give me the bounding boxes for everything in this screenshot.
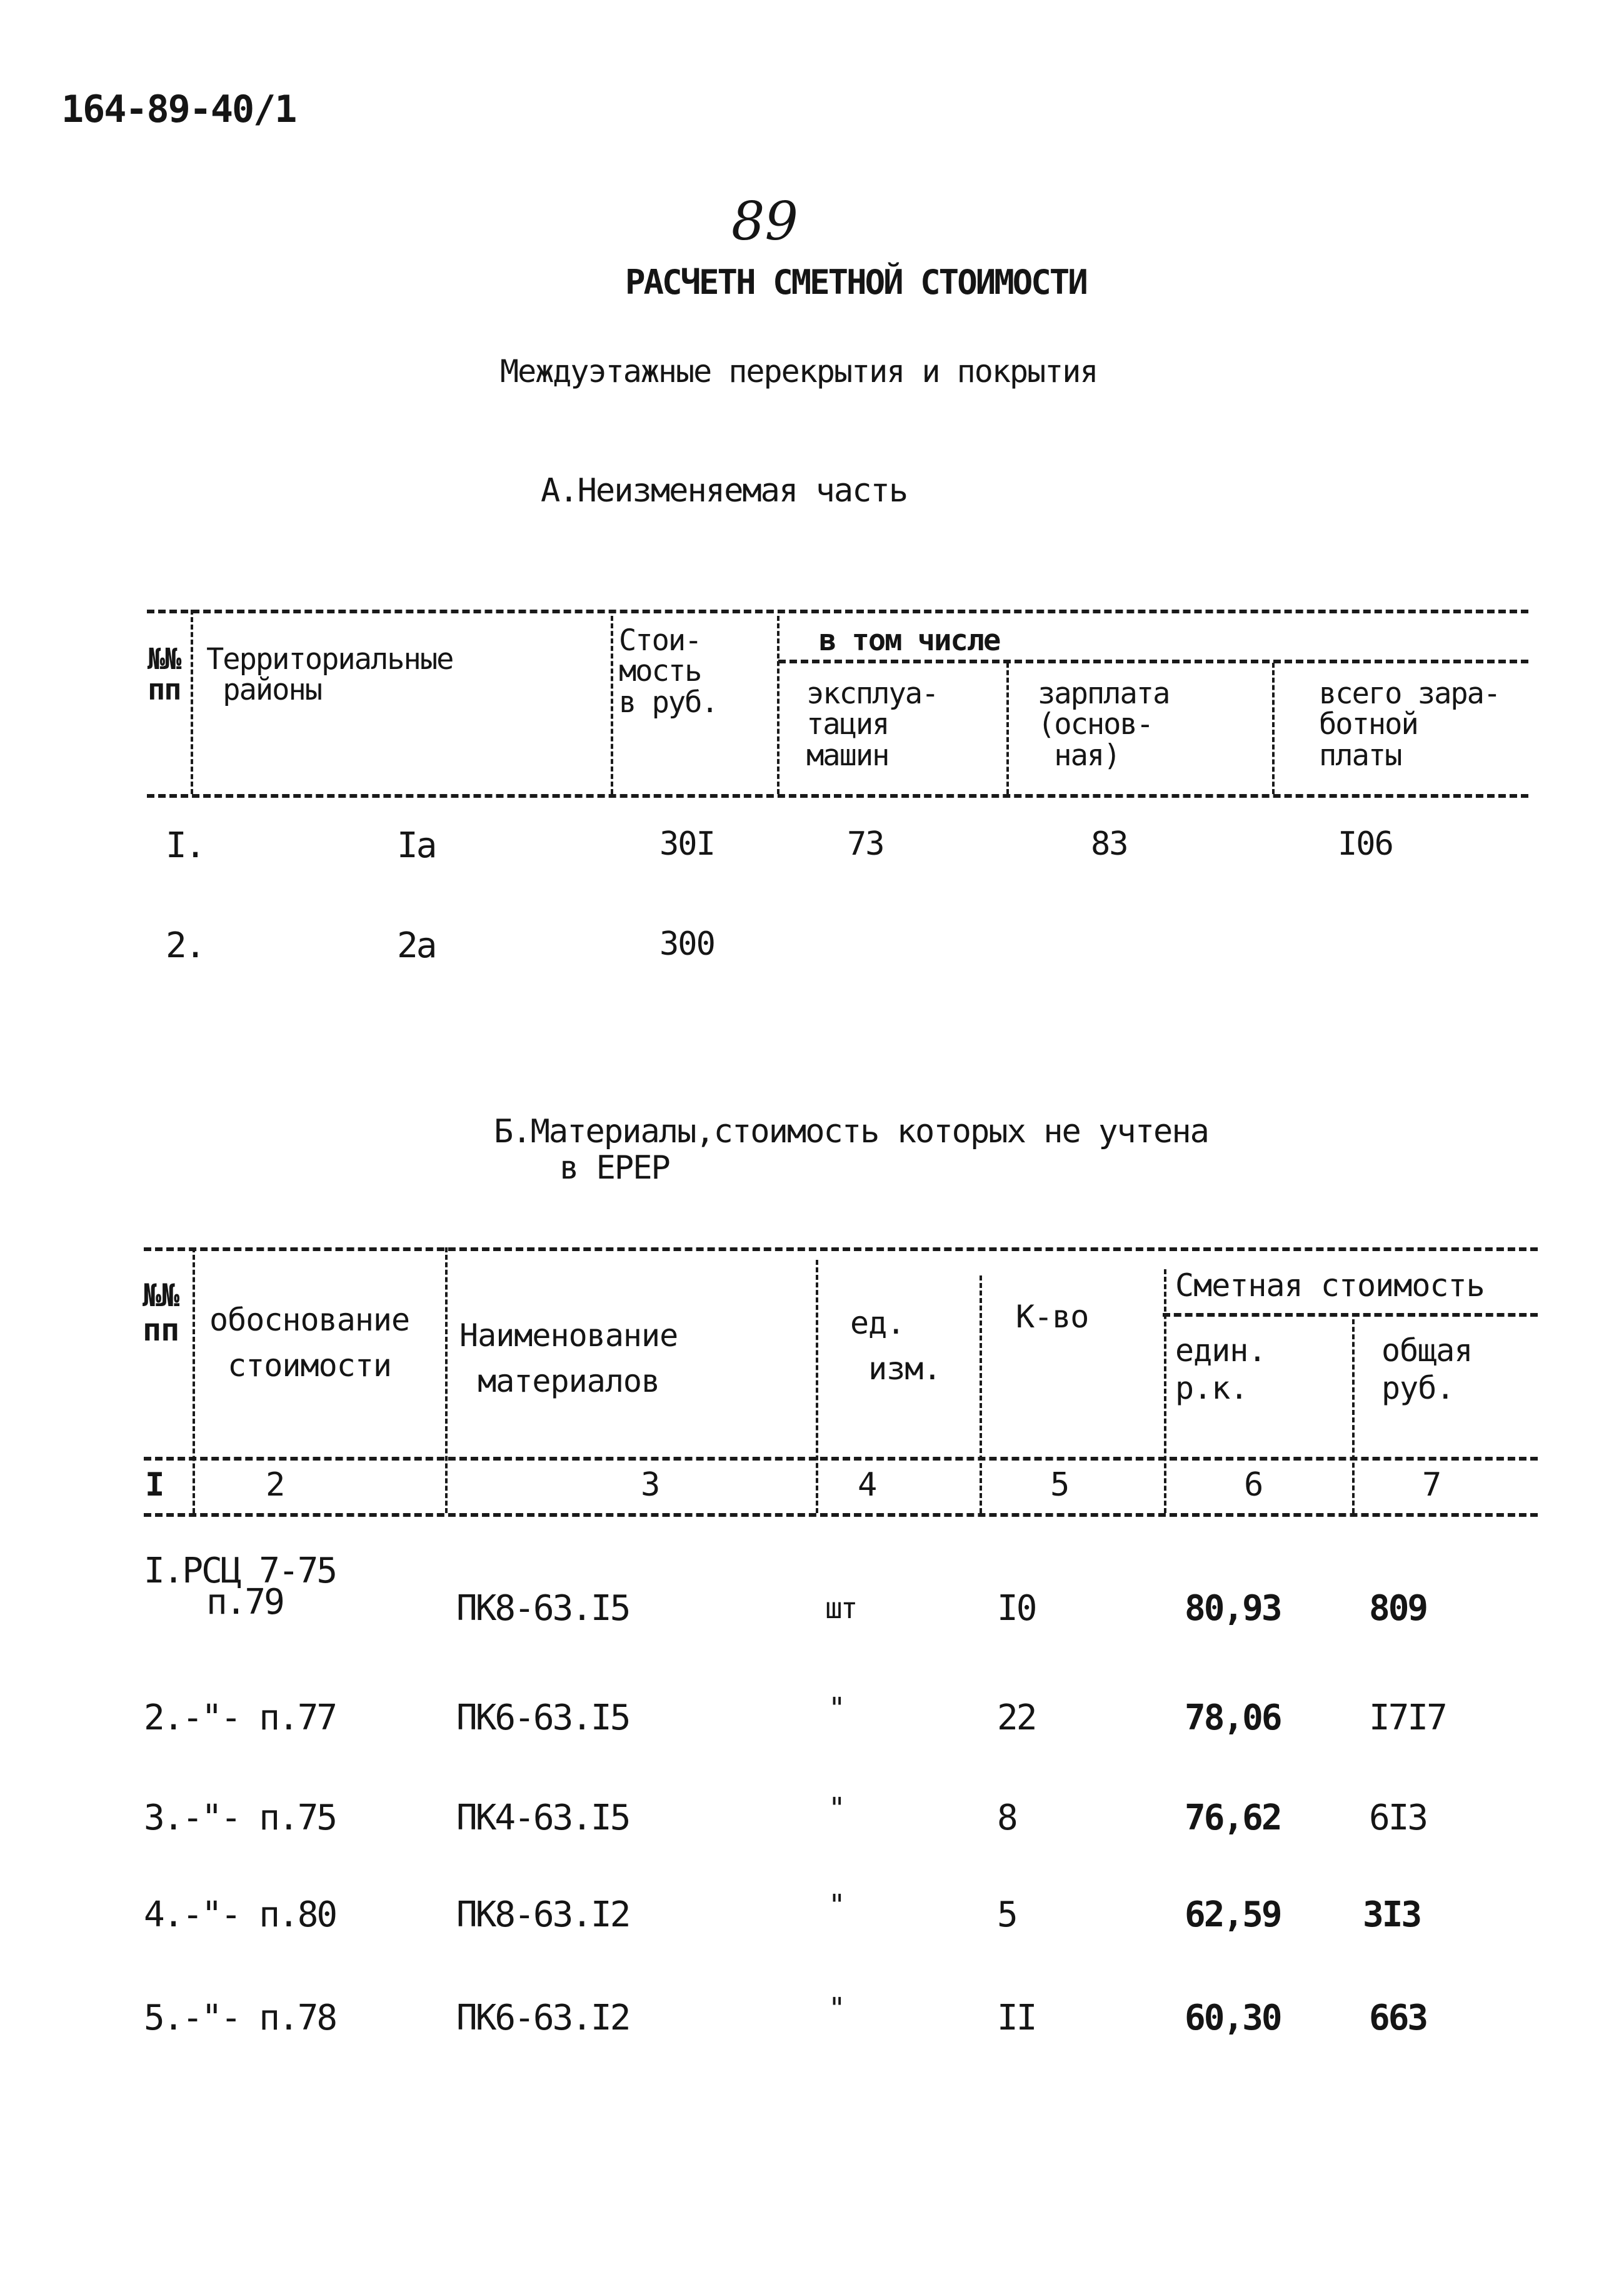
table-a-col-sep-4 [1006, 663, 1009, 794]
section-b-heading: Б.Материалы,стоимость которых не учтена [494, 1113, 1208, 1150]
table-b-col-sep-2 [445, 1247, 448, 1513]
table-a-header-rule [147, 794, 1528, 798]
section-b-heading-line2: в ЕРЕР [559, 1149, 669, 1187]
table-a-col-sep-1 [191, 610, 193, 794]
basis-cell: 3.-"- п.75 [144, 1798, 336, 1838]
material-name-cell: ПК4-63.I5 [456, 1798, 629, 1838]
total-cell: I7I7 [1369, 1698, 1446, 1738]
unit-cell: " [828, 1888, 844, 1922]
table-a-header-num: №№ пп [148, 642, 181, 708]
material-name-cell: ПК6-63.I2 [456, 1998, 629, 2038]
table-b-colnum: 3 [641, 1466, 659, 1504]
unit-price-cell: 80,93 [1185, 1588, 1281, 1629]
qty-cell: I0 [997, 1588, 1036, 1629]
total-cell: 663 [1369, 1998, 1427, 2038]
cost-cell: 30I [659, 825, 714, 863]
table-b-header-name: Наименование материалов [459, 1317, 678, 1399]
unit-price-cell: 60,30 [1185, 1998, 1281, 2038]
table-b-header-unit-price: един. р.к. [1175, 1332, 1266, 1406]
table-b-top-rule [144, 1247, 1538, 1251]
basis-cell-line2: п.79 [206, 1582, 283, 1622]
table-a-col-sep-3 [777, 616, 779, 794]
total-cell: 6I3 [1369, 1798, 1427, 1838]
document-title: РАСЧЕТН СМЕТНОЙ СТОИМОСТИ [625, 263, 1086, 302]
table-a-header-total-salary: всего зара- ботной платы [1319, 677, 1500, 773]
table-b-colnum: 5 [1050, 1466, 1069, 1504]
table-a-header-cost: Стои- мость в руб. [619, 623, 718, 720]
row-number: 2. [166, 925, 204, 966]
table-b-col-sep-4 [980, 1275, 982, 1513]
table-b-colnum-rule [144, 1513, 1538, 1517]
unit-cell: " [828, 1691, 844, 1725]
unit-price-cell: 62,59 [1185, 1894, 1281, 1935]
unit-price-cell: 78,06 [1185, 1698, 1281, 1738]
table-b-col-sep-3 [816, 1260, 818, 1513]
table-b-colnum: 6 [1244, 1466, 1263, 1504]
qty-cell: 8 [997, 1798, 1016, 1838]
document-subtitle: Междуэтажные перекрытия и покрытия [500, 353, 1098, 390]
material-name-cell: ПК8-63.I5 [456, 1588, 629, 1629]
material-name-cell: ПК6-63.I5 [456, 1698, 629, 1738]
unit-cell: " [828, 1791, 844, 1825]
table-b-colnum: I [145, 1466, 164, 1504]
qty-cell: 22 [997, 1698, 1036, 1738]
table-a-header-salary: зарплата (основ- ная) [1038, 677, 1170, 773]
material-name-cell: ПК8-63.I2 [456, 1894, 629, 1935]
section-a-heading: А.Неизменяемая часть [541, 472, 908, 510]
qty-cell: II [997, 1998, 1036, 2038]
territory-cell: Iа [397, 825, 436, 866]
table-b-header-unit: ед. изм. [850, 1305, 941, 1387]
table-b-colnum: 7 [1422, 1466, 1441, 1504]
table-a-header-incl: в том числе [819, 623, 1000, 658]
table-b-colnum: 2 [266, 1466, 284, 1504]
basis-cell: 2.-"- п.77 [144, 1698, 336, 1738]
table-a-top-rule [147, 610, 1528, 613]
table-b-sub-rule [1163, 1313, 1538, 1317]
basis-cell: 4.-"- п.80 [144, 1894, 336, 1935]
total-cell: 809 [1369, 1588, 1427, 1629]
table-b-colnum: 4 [858, 1466, 876, 1504]
salary-cell: 83 [1091, 825, 1128, 863]
table-b-col-sep-5 [1164, 1269, 1166, 1513]
table-a-header-territory: Территориальные районы [206, 642, 453, 708]
table-a-header-machines: эксплуа- тация машин [806, 677, 938, 773]
table-a-col-sep-2 [611, 616, 613, 794]
table-b-header-qty: К-во [1016, 1299, 1089, 1335]
table-b-header-rule [144, 1457, 1538, 1461]
cost-cell: 300 [659, 925, 714, 963]
table-b-header-num: №№ пп [143, 1277, 179, 1348]
territory-cell: 2а [397, 925, 436, 966]
table-b-header-estimate: Сметная стоимость [1175, 1267, 1485, 1304]
total-salary-cell: I06 [1338, 825, 1393, 863]
table-b-header-total: общая руб. [1381, 1332, 1473, 1406]
table-b-col-sep-6 [1352, 1319, 1355, 1513]
total-cell: 3I3 [1363, 1894, 1421, 1935]
table-b-header-basis: обоснование стоимости [209, 1302, 410, 1384]
table-b-col-sep-1 [193, 1247, 195, 1513]
document-code: 164-89-40/1 [61, 88, 296, 131]
basis-cell: I.РСЦ 7-75 [144, 1551, 336, 1591]
table-a-sub-rule [778, 660, 1528, 663]
unit-price-cell: 76,62 [1185, 1798, 1281, 1838]
basis-cell: 5.-"- п.78 [144, 1998, 336, 2038]
unit-cell: шт [825, 1591, 856, 1625]
unit-cell: " [828, 1991, 844, 2025]
machines-cell: 73 [847, 825, 884, 863]
page-number: 89 [731, 191, 798, 252]
qty-cell: 5 [997, 1894, 1016, 1935]
row-number: I. [166, 825, 204, 866]
table-a-col-sep-5 [1272, 663, 1275, 794]
